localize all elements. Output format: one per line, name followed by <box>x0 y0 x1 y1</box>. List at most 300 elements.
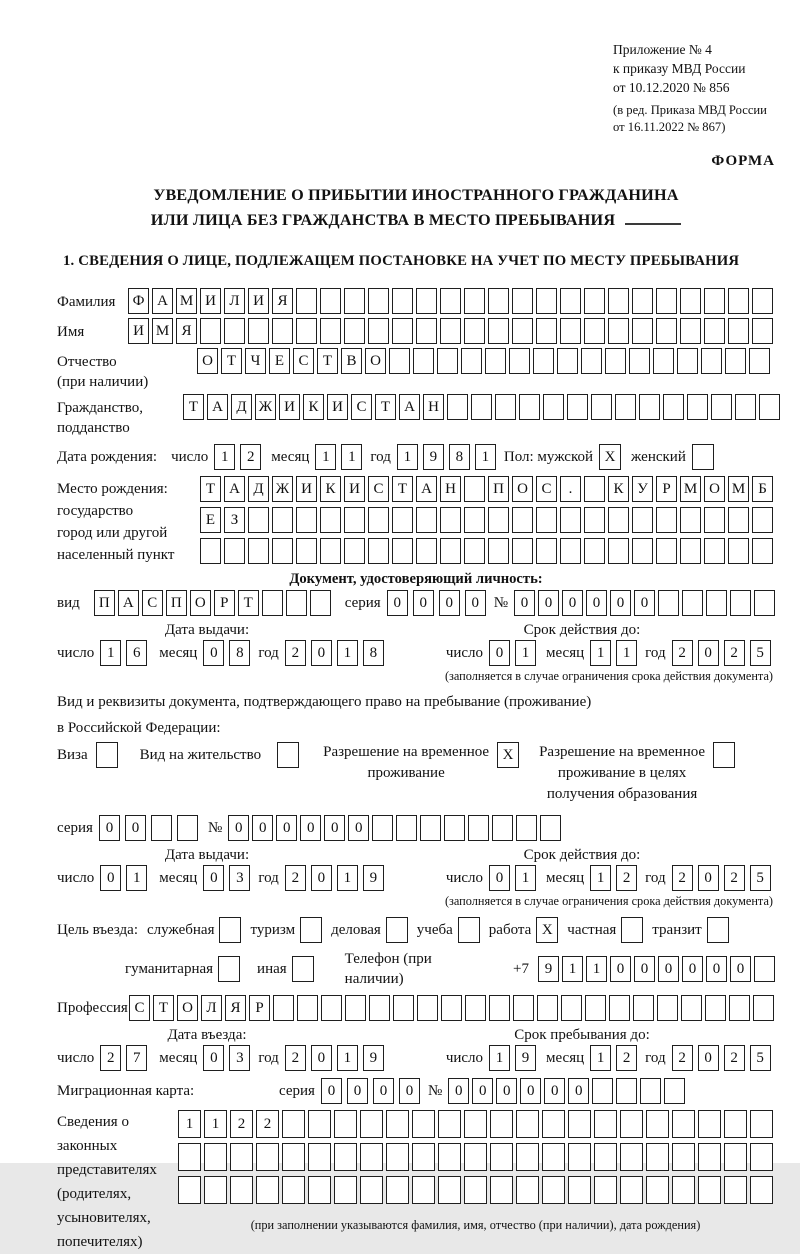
char-cell[interactable] <box>468 815 489 841</box>
char-cell[interactable]: М <box>152 318 173 344</box>
char-cell[interactable]: О <box>197 348 218 374</box>
char-cell[interactable] <box>369 995 390 1021</box>
char-cell[interactable] <box>687 394 708 420</box>
char-cell[interactable]: 0 <box>489 865 510 891</box>
char-cell[interactable]: 0 <box>252 815 273 841</box>
char-cell[interactable] <box>653 348 674 374</box>
char-cell[interactable] <box>594 1143 617 1171</box>
char-cell[interactable]: М <box>680 476 701 502</box>
char-cell[interactable] <box>308 1110 331 1138</box>
char-cell[interactable] <box>512 288 533 314</box>
char-cell[interactable]: Ж <box>272 476 293 502</box>
char-cell[interactable] <box>440 507 461 533</box>
char-cell[interactable] <box>230 1143 253 1171</box>
char-cell[interactable]: 1 <box>586 956 607 982</box>
char-cell[interactable] <box>680 507 701 533</box>
char-cell[interactable]: 1 <box>616 640 637 666</box>
char-cell[interactable]: 1 <box>489 1045 510 1071</box>
char-cell[interactable]: 0 <box>489 640 510 666</box>
purpose-business-checkbox[interactable] <box>386 917 408 943</box>
char-cell[interactable] <box>444 815 465 841</box>
char-cell[interactable]: А <box>224 476 245 502</box>
char-cell[interactable]: 1 <box>337 640 358 666</box>
char-cell[interactable]: А <box>399 394 420 420</box>
char-cell[interactable]: 0 <box>99 815 120 841</box>
char-cell[interactable] <box>632 318 653 344</box>
char-cell[interactable] <box>386 1176 409 1204</box>
char-cell[interactable]: Е <box>269 348 290 374</box>
char-cell[interactable] <box>178 1143 201 1171</box>
char-cell[interactable] <box>461 348 482 374</box>
char-cell[interactable]: 1 <box>590 640 611 666</box>
char-cell[interactable] <box>200 318 221 344</box>
char-cell[interactable] <box>620 1176 643 1204</box>
char-cell[interactable] <box>754 956 775 982</box>
char-cell[interactable] <box>360 1176 383 1204</box>
patronymic-cells[interactable] <box>197 348 770 374</box>
char-cell[interactable] <box>584 288 605 314</box>
temp-residence-checkbox[interactable]: X <box>497 742 519 768</box>
char-cell[interactable] <box>177 815 198 841</box>
char-cell[interactable] <box>594 1176 617 1204</box>
char-cell[interactable] <box>224 318 245 344</box>
char-cell[interactable]: 8 <box>363 640 384 666</box>
representatives-row-3[interactable] <box>178 1176 773 1204</box>
char-cell[interactable] <box>464 507 485 533</box>
char-cell[interactable] <box>262 590 283 616</box>
char-cell[interactable]: 3 <box>229 865 250 891</box>
char-cell[interactable]: 0 <box>100 865 121 891</box>
char-cell[interactable]: Ж <box>255 394 276 420</box>
char-cell[interactable]: 0 <box>348 815 369 841</box>
char-cell[interactable] <box>334 1143 357 1171</box>
char-cell[interactable] <box>392 288 413 314</box>
char-cell[interactable] <box>680 318 701 344</box>
iddoc-expiry-day-cells[interactable] <box>489 640 536 666</box>
purpose-official-checkbox[interactable] <box>219 917 241 943</box>
char-cell[interactable]: 2 <box>672 1045 693 1071</box>
char-cell[interactable] <box>704 288 725 314</box>
char-cell[interactable] <box>516 1143 539 1171</box>
char-cell[interactable] <box>516 815 537 841</box>
char-cell[interactable] <box>412 1143 435 1171</box>
char-cell[interactable]: 7 <box>126 1045 147 1071</box>
char-cell[interactable] <box>585 995 606 1021</box>
char-cell[interactable]: Т <box>238 590 259 616</box>
char-cell[interactable]: 8 <box>449 444 470 470</box>
iddoc-number-cells[interactable] <box>514 590 775 616</box>
char-cell[interactable] <box>412 1176 435 1204</box>
char-cell[interactable]: Т <box>221 348 242 374</box>
char-cell[interactable] <box>389 348 410 374</box>
char-cell[interactable]: 0 <box>300 815 321 841</box>
char-cell[interactable]: И <box>344 476 365 502</box>
char-cell[interactable] <box>200 538 221 564</box>
birth-month-cells[interactable] <box>315 444 362 470</box>
char-cell[interactable]: А <box>416 476 437 502</box>
char-cell[interactable]: 2 <box>285 865 306 891</box>
char-cell[interactable]: В <box>341 348 362 374</box>
char-cell[interactable]: 0 <box>228 815 249 841</box>
char-cell[interactable] <box>464 1176 487 1204</box>
char-cell[interactable] <box>584 507 605 533</box>
birthplace-row-3[interactable] <box>200 538 773 564</box>
char-cell[interactable] <box>533 348 554 374</box>
iddoc-kind-cells[interactable] <box>94 590 331 616</box>
char-cell[interactable]: З <box>224 507 245 533</box>
char-cell[interactable]: 0 <box>682 956 703 982</box>
visa-checkbox[interactable] <box>96 742 118 768</box>
char-cell[interactable]: Я <box>176 318 197 344</box>
char-cell[interactable]: 1 <box>214 444 235 470</box>
char-cell[interactable] <box>416 288 437 314</box>
char-cell[interactable]: Т <box>200 476 221 502</box>
char-cell[interactable]: М <box>728 476 749 502</box>
char-cell[interactable] <box>730 590 751 616</box>
char-cell[interactable]: 0 <box>634 956 655 982</box>
char-cell[interactable]: 0 <box>465 590 486 616</box>
char-cell[interactable] <box>724 1110 747 1138</box>
char-cell[interactable]: И <box>200 288 221 314</box>
char-cell[interactable]: А <box>207 394 228 420</box>
char-cell[interactable] <box>416 538 437 564</box>
char-cell[interactable] <box>416 507 437 533</box>
char-cell[interactable] <box>632 288 653 314</box>
char-cell[interactable] <box>536 318 557 344</box>
char-cell[interactable] <box>464 1110 487 1138</box>
char-cell[interactable]: 0 <box>538 590 559 616</box>
char-cell[interactable]: 5 <box>750 1045 771 1071</box>
purpose-other-checkbox[interactable] <box>292 956 314 982</box>
iddoc-expiry-year-cells[interactable] <box>672 640 771 666</box>
stay-until-day-cells[interactable] <box>489 1045 536 1071</box>
char-cell[interactable] <box>308 1143 331 1171</box>
char-cell[interactable] <box>584 538 605 564</box>
char-cell[interactable] <box>754 590 775 616</box>
char-cell[interactable] <box>490 1176 513 1204</box>
char-cell[interactable]: 3 <box>229 1045 250 1071</box>
char-cell[interactable] <box>711 394 732 420</box>
char-cell[interactable] <box>632 538 653 564</box>
char-cell[interactable]: Р <box>656 476 677 502</box>
char-cell[interactable]: 0 <box>347 1078 368 1104</box>
char-cell[interactable]: 0 <box>311 1045 332 1071</box>
char-cell[interactable] <box>568 1110 591 1138</box>
char-cell[interactable] <box>620 1110 643 1138</box>
char-cell[interactable] <box>608 318 629 344</box>
char-cell[interactable]: Н <box>423 394 444 420</box>
char-cell[interactable]: Л <box>224 288 245 314</box>
iddoc-expiry-month-cells[interactable] <box>590 640 637 666</box>
char-cell[interactable]: Р <box>214 590 235 616</box>
char-cell[interactable]: К <box>303 394 324 420</box>
char-cell[interactable] <box>417 995 438 1021</box>
representatives-row-1[interactable] <box>178 1110 773 1138</box>
char-cell[interactable]: 0 <box>203 865 224 891</box>
char-cell[interactable] <box>151 815 172 841</box>
char-cell[interactable]: С <box>351 394 372 420</box>
char-cell[interactable] <box>729 995 750 1021</box>
char-cell[interactable] <box>735 394 756 420</box>
char-cell[interactable]: 9 <box>538 956 559 982</box>
char-cell[interactable] <box>672 1176 695 1204</box>
char-cell[interactable] <box>560 288 581 314</box>
char-cell[interactable] <box>441 995 462 1021</box>
char-cell[interactable]: 6 <box>126 640 147 666</box>
char-cell[interactable] <box>230 1176 253 1204</box>
char-cell[interactable] <box>492 815 513 841</box>
char-cell[interactable]: Т <box>153 995 174 1021</box>
char-cell[interactable]: Д <box>248 476 269 502</box>
char-cell[interactable]: 0 <box>321 1078 342 1104</box>
char-cell[interactable]: И <box>128 318 149 344</box>
char-cell[interactable]: П <box>488 476 509 502</box>
char-cell[interactable]: 1 <box>475 444 496 470</box>
staydoc-expiry-year-cells[interactable] <box>672 865 771 891</box>
char-cell[interactable] <box>416 318 437 344</box>
char-cell[interactable]: 0 <box>496 1078 517 1104</box>
char-cell[interactable]: 0 <box>658 956 679 982</box>
char-cell[interactable] <box>392 318 413 344</box>
char-cell[interactable]: О <box>512 476 533 502</box>
char-cell[interactable] <box>646 1176 669 1204</box>
char-cell[interactable] <box>495 394 516 420</box>
char-cell[interactable] <box>728 538 749 564</box>
char-cell[interactable] <box>344 318 365 344</box>
char-cell[interactable] <box>438 1110 461 1138</box>
char-cell[interactable] <box>608 507 629 533</box>
entry-year-cells[interactable] <box>285 1045 384 1071</box>
char-cell[interactable] <box>368 288 389 314</box>
char-cell[interactable] <box>724 1176 747 1204</box>
char-cell[interactable] <box>682 590 703 616</box>
char-cell[interactable]: 0 <box>520 1078 541 1104</box>
char-cell[interactable]: И <box>296 476 317 502</box>
char-cell[interactable] <box>488 538 509 564</box>
char-cell[interactable]: 0 <box>311 640 332 666</box>
char-cell[interactable]: А <box>152 288 173 314</box>
char-cell[interactable] <box>282 1143 305 1171</box>
char-cell[interactable]: 0 <box>373 1078 394 1104</box>
char-cell[interactable]: 8 <box>229 640 250 666</box>
char-cell[interactable]: Т <box>183 394 204 420</box>
char-cell[interactable] <box>204 1176 227 1204</box>
char-cell[interactable]: 2 <box>724 865 745 891</box>
char-cell[interactable] <box>440 318 461 344</box>
char-cell[interactable]: Е <box>200 507 221 533</box>
char-cell[interactable] <box>656 507 677 533</box>
char-cell[interactable]: 1 <box>341 444 362 470</box>
char-cell[interactable] <box>698 1110 721 1138</box>
char-cell[interactable]: Я <box>272 288 293 314</box>
char-cell[interactable]: Т <box>317 348 338 374</box>
char-cell[interactable]: Д <box>231 394 252 420</box>
char-cell[interactable] <box>750 1176 773 1204</box>
char-cell[interactable]: Ч <box>245 348 266 374</box>
char-cell[interactable] <box>657 995 678 1021</box>
char-cell[interactable]: 1 <box>397 444 418 470</box>
char-cell[interactable] <box>464 476 485 502</box>
char-cell[interactable] <box>488 318 509 344</box>
char-cell[interactable] <box>368 318 389 344</box>
char-cell[interactable] <box>542 1176 565 1204</box>
iddoc-issue-year-cells[interactable] <box>285 640 384 666</box>
birth-day-cells[interactable] <box>214 444 261 470</box>
char-cell[interactable] <box>753 995 774 1021</box>
char-cell[interactable] <box>594 1110 617 1138</box>
char-cell[interactable] <box>273 995 294 1021</box>
char-cell[interactable] <box>560 318 581 344</box>
iddoc-series-cells[interactable] <box>387 590 486 616</box>
char-cell[interactable]: 2 <box>616 865 637 891</box>
char-cell[interactable] <box>440 288 461 314</box>
char-cell[interactable]: 1 <box>337 1045 358 1071</box>
char-cell[interactable] <box>464 1143 487 1171</box>
char-cell[interactable] <box>516 1176 539 1204</box>
char-cell[interactable] <box>698 1176 721 1204</box>
char-cell[interactable] <box>386 1143 409 1171</box>
char-cell[interactable] <box>681 995 702 1021</box>
char-cell[interactable]: О <box>190 590 211 616</box>
char-cell[interactable] <box>308 1176 331 1204</box>
temp-residence-education-checkbox[interactable] <box>713 742 735 768</box>
char-cell[interactable] <box>616 1078 637 1104</box>
iddoc-issue-day-cells[interactable] <box>100 640 147 666</box>
char-cell[interactable] <box>224 538 245 564</box>
firstname-cells[interactable] <box>128 318 773 344</box>
char-cell[interactable] <box>447 394 468 420</box>
staydoc-expiry-day-cells[interactable] <box>489 865 536 891</box>
char-cell[interactable]: 5 <box>750 640 771 666</box>
char-cell[interactable]: 0 <box>698 865 719 891</box>
char-cell[interactable] <box>542 1143 565 1171</box>
char-cell[interactable] <box>728 318 749 344</box>
char-cell[interactable] <box>705 995 726 1021</box>
sex-female-checkbox[interactable] <box>692 444 714 470</box>
phone-cells[interactable] <box>538 956 775 982</box>
char-cell[interactable] <box>680 288 701 314</box>
char-cell[interactable]: 0 <box>203 640 224 666</box>
char-cell[interactable]: К <box>608 476 629 502</box>
char-cell[interactable]: У <box>632 476 653 502</box>
char-cell[interactable] <box>592 1078 613 1104</box>
char-cell[interactable]: 0 <box>439 590 460 616</box>
char-cell[interactable] <box>680 538 701 564</box>
char-cell[interactable] <box>320 288 341 314</box>
char-cell[interactable] <box>728 288 749 314</box>
char-cell[interactable] <box>632 507 653 533</box>
staydoc-expiry-month-cells[interactable] <box>590 865 637 891</box>
char-cell[interactable] <box>516 1110 539 1138</box>
iddoc-issue-month-cells[interactable] <box>203 640 250 666</box>
char-cell[interactable] <box>640 1078 661 1104</box>
char-cell[interactable] <box>658 590 679 616</box>
char-cell[interactable] <box>464 318 485 344</box>
char-cell[interactable]: Т <box>375 394 396 420</box>
staydoc-issue-day-cells[interactable] <box>100 865 147 891</box>
char-cell[interactable]: 5 <box>750 865 771 891</box>
char-cell[interactable] <box>537 995 558 1021</box>
staydoc-issue-month-cells[interactable] <box>203 865 250 891</box>
char-cell[interactable]: М <box>176 288 197 314</box>
char-cell[interactable] <box>656 288 677 314</box>
char-cell[interactable] <box>536 538 557 564</box>
char-cell[interactable] <box>512 538 533 564</box>
char-cell[interactable] <box>489 995 510 1021</box>
char-cell[interactable]: 2 <box>724 640 745 666</box>
residence-permit-checkbox[interactable] <box>277 742 299 768</box>
char-cell[interactable] <box>248 507 269 533</box>
char-cell[interactable]: А <box>118 590 139 616</box>
char-cell[interactable]: С <box>368 476 389 502</box>
stay-until-month-cells[interactable] <box>590 1045 637 1071</box>
char-cell[interactable] <box>296 318 317 344</box>
char-cell[interactable] <box>560 538 581 564</box>
char-cell[interactable] <box>490 1110 513 1138</box>
char-cell[interactable] <box>321 995 342 1021</box>
char-cell[interactable] <box>664 1078 685 1104</box>
char-cell[interactable] <box>392 507 413 533</box>
char-cell[interactable]: Н <box>440 476 461 502</box>
char-cell[interactable]: 0 <box>730 956 751 982</box>
char-cell[interactable]: 2 <box>230 1110 253 1138</box>
char-cell[interactable] <box>615 394 636 420</box>
char-cell[interactable]: С <box>293 348 314 374</box>
char-cell[interactable]: 2 <box>672 865 693 891</box>
char-cell[interactable] <box>560 507 581 533</box>
char-cell[interactable] <box>396 815 417 841</box>
char-cell[interactable] <box>561 995 582 1021</box>
char-cell[interactable]: К <box>320 476 341 502</box>
char-cell[interactable] <box>345 995 366 1021</box>
char-cell[interactable] <box>752 538 773 564</box>
char-cell[interactable] <box>629 348 650 374</box>
char-cell[interactable]: С <box>142 590 163 616</box>
char-cell[interactable] <box>752 288 773 314</box>
char-cell[interactable]: . <box>560 476 581 502</box>
char-cell[interactable] <box>393 995 414 1021</box>
char-cell[interactable] <box>557 348 578 374</box>
stay-until-year-cells[interactable] <box>672 1045 771 1071</box>
migration-card-series-cells[interactable] <box>321 1078 420 1104</box>
char-cell[interactable] <box>639 394 660 420</box>
char-cell[interactable] <box>272 538 293 564</box>
char-cell[interactable] <box>272 318 293 344</box>
purpose-humanitarian-checkbox[interactable] <box>218 956 240 982</box>
birth-year-cells[interactable] <box>397 444 496 470</box>
char-cell[interactable]: 1 <box>515 865 536 891</box>
char-cell[interactable]: 1 <box>337 865 358 891</box>
char-cell[interactable]: 9 <box>363 865 384 891</box>
citizenship-cells[interactable] <box>183 394 780 420</box>
char-cell[interactable]: 1 <box>126 865 147 891</box>
char-cell[interactable] <box>310 590 331 616</box>
char-cell[interactable]: 0 <box>311 865 332 891</box>
birthplace-row-1[interactable] <box>200 476 773 502</box>
char-cell[interactable] <box>320 318 341 344</box>
char-cell[interactable]: 0 <box>562 590 583 616</box>
char-cell[interactable]: Ф <box>128 288 149 314</box>
char-cell[interactable]: О <box>365 348 386 374</box>
char-cell[interactable] <box>360 1110 383 1138</box>
char-cell[interactable] <box>368 507 389 533</box>
char-cell[interactable]: 9 <box>363 1045 384 1071</box>
char-cell[interactable] <box>440 538 461 564</box>
char-cell[interactable] <box>646 1110 669 1138</box>
char-cell[interactable] <box>540 815 561 841</box>
char-cell[interactable]: 0 <box>586 590 607 616</box>
char-cell[interactable] <box>513 995 534 1021</box>
